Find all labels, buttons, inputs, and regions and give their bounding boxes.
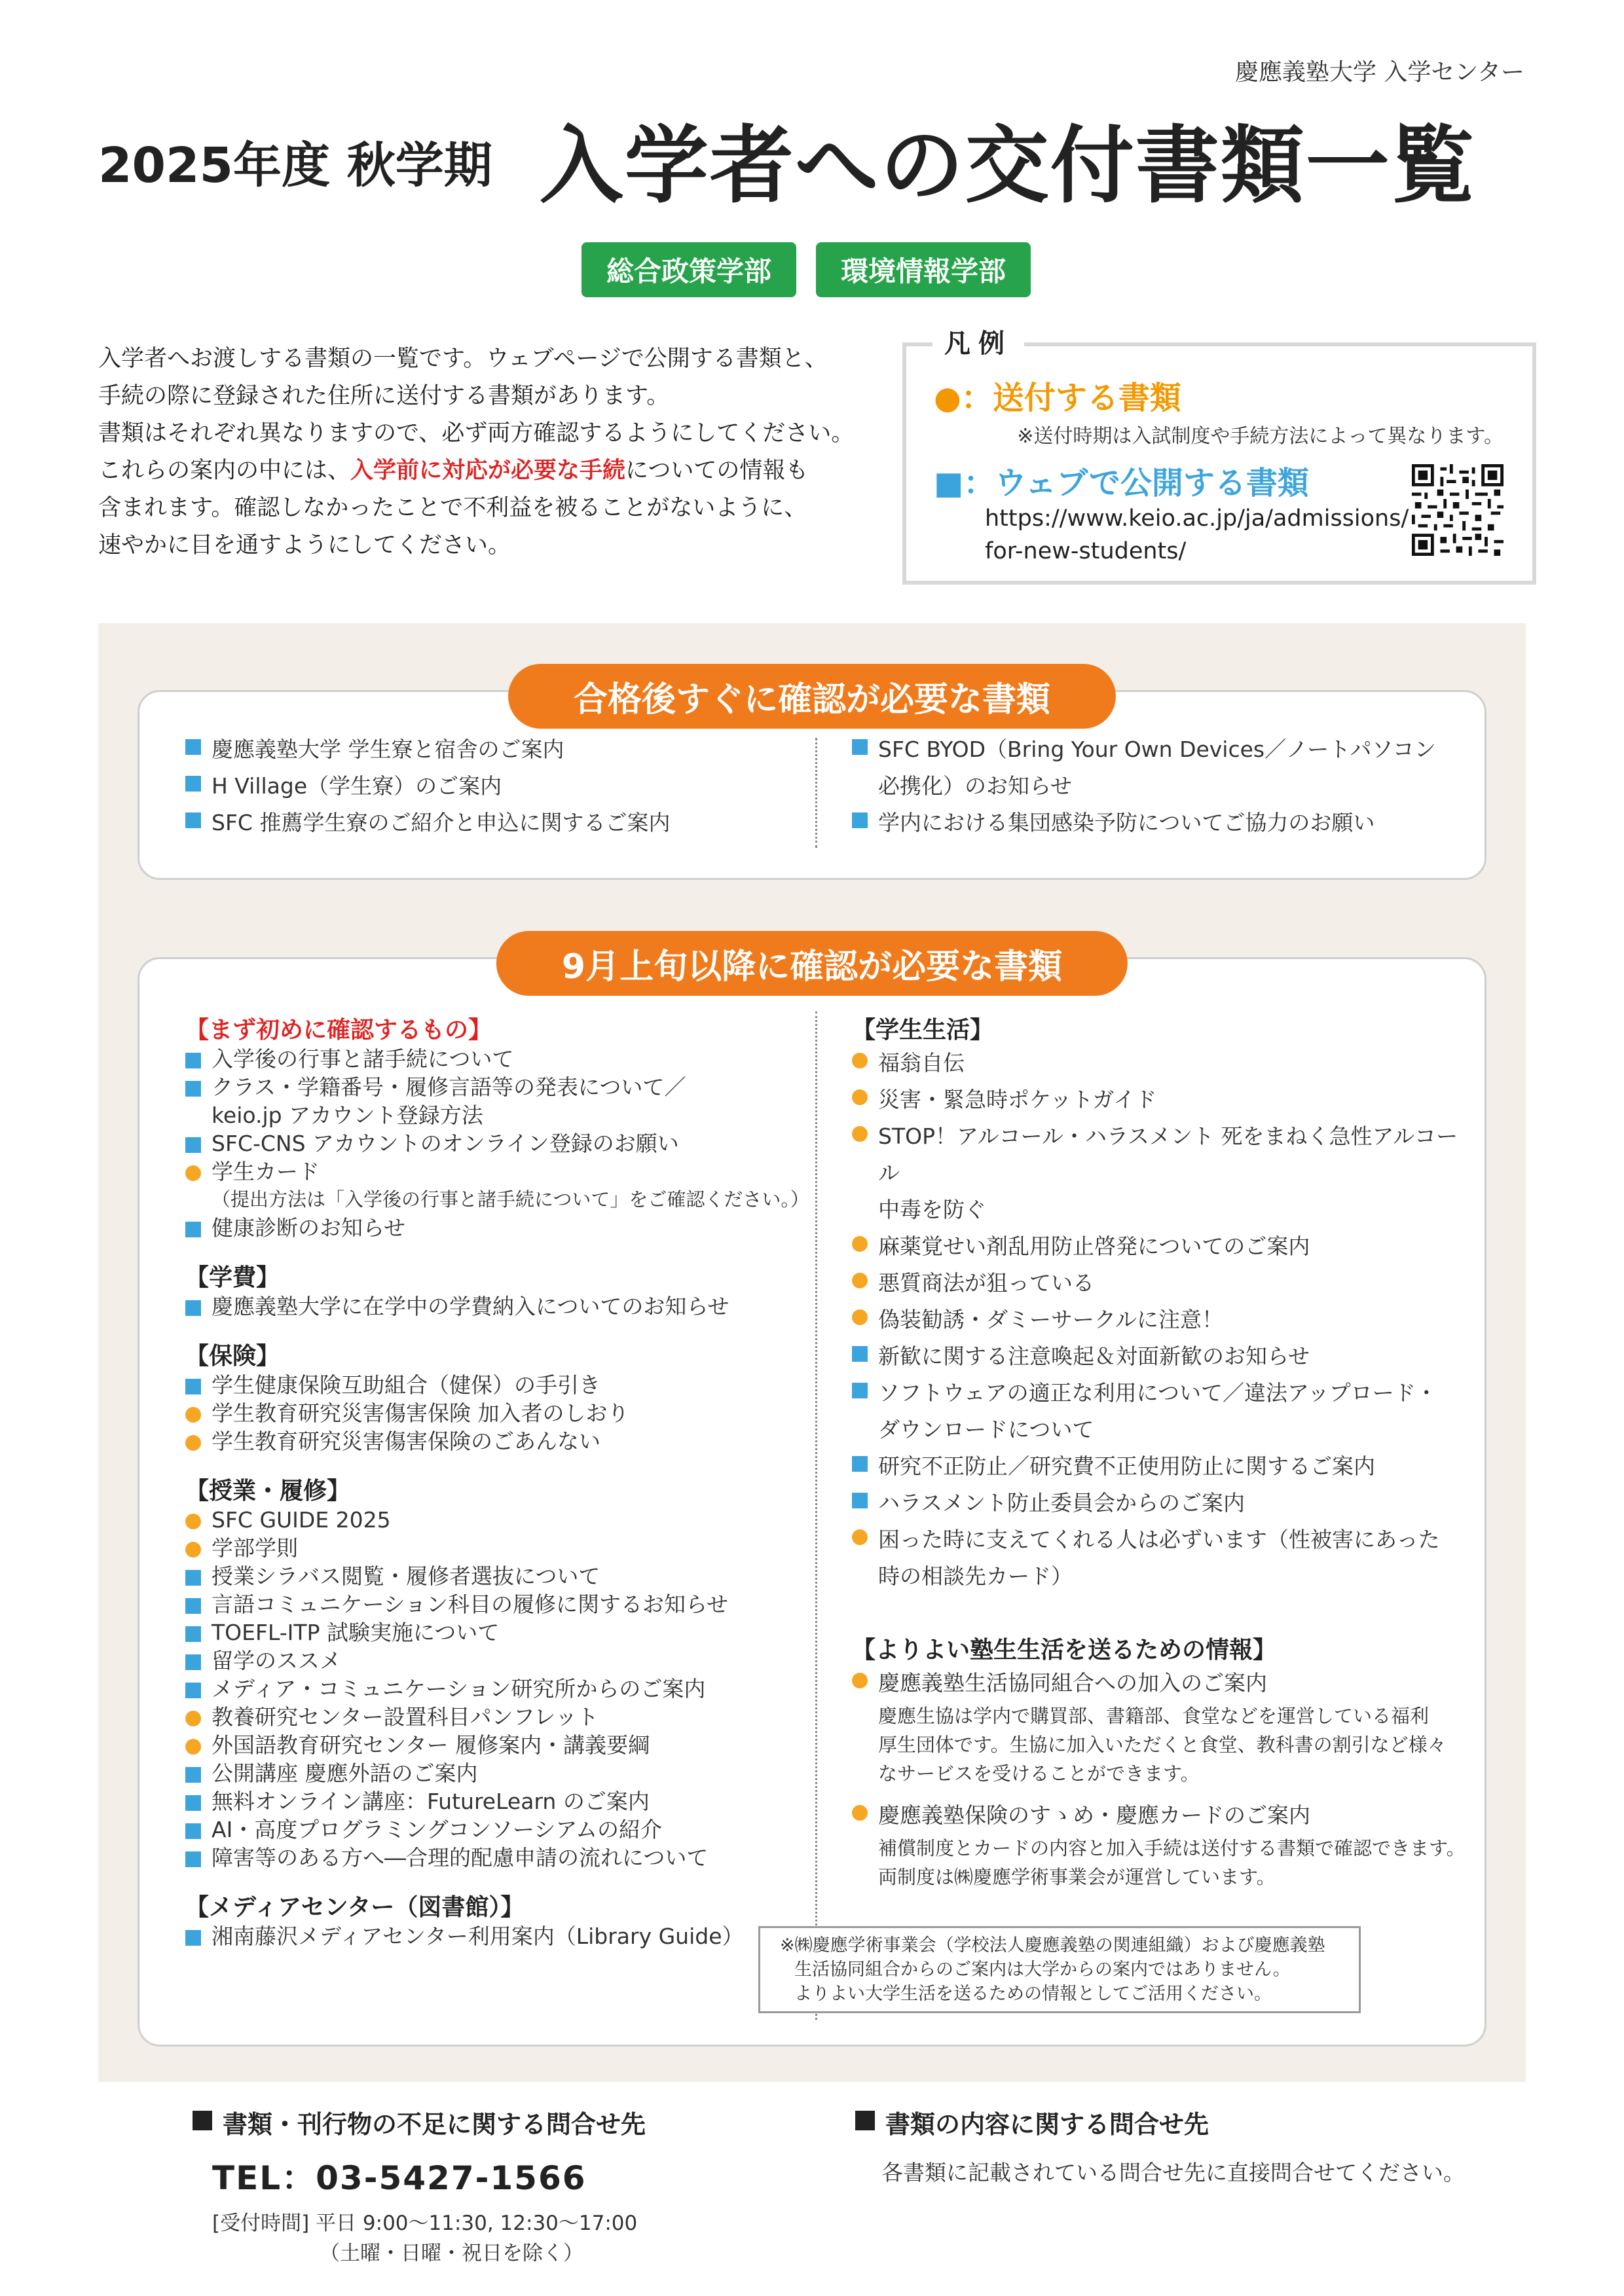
- intro-line: 速やかに目を通すようにしてください。: [98, 532, 511, 558]
- list-item: 慶應義塾大学 学生寮と宿舎のご案内: [185, 731, 788, 768]
- description-line: なサービスを受けることができます。: [878, 1762, 1200, 1785]
- url-line[interactable]: https://www.keio.ac.jp/ja/admissions/: [985, 505, 1409, 532]
- list-item-note: （提出方法は「入学後の行事と諸手続について」をご確認ください。）: [212, 1188, 809, 1211]
- list-item: SFC 推薦学生寮のご紹介と申込に関するご案内: [185, 805, 788, 841]
- intro-line: [98, 452, 871, 490]
- year-label: 2025年度 秋学期: [98, 137, 492, 194]
- list-item: 災害・緊急時ポケットガイド: [852, 1082, 1467, 1118]
- office-hours: [212, 2208, 646, 2269]
- list-item: 授業シラバス閲覧・履修者選抜について: [185, 1562, 807, 1590]
- intro-emphasis: 入学前に対応が必要な手続: [350, 458, 626, 484]
- list-item: SFC BYOD（Bring Your Own Devices／ノートパソコン: [852, 731, 1461, 768]
- list-item: 困った時に支えてくれる人は必ずいます（性被害にあった: [852, 1522, 1467, 1558]
- list-item-continuation: 必携化）のお知らせ: [878, 773, 1073, 799]
- intro-line: 入学者へお渡しする書類の一覧です。ウェブページで公開する書類と、: [98, 346, 828, 372]
- list-item: 麻薬覚せい剤乱用防止啓発についてのご案内: [852, 1228, 1467, 1265]
- column-divider: [815, 738, 817, 848]
- list-item: AI・高度プログラミングコンソーシアムの紹介: [185, 1815, 807, 1844]
- section-title: 合格後すぐに確認が必要な書類: [508, 664, 1116, 729]
- list-item: 慶應義塾大学に在学中の学費納入についてのお知らせ: [185, 1292, 807, 1321]
- intro-line: 手続の際に登録された住所に送付する書類があります。: [98, 383, 670, 409]
- group-heading: 【まず初めに確認するもの】: [185, 1017, 492, 1044]
- notice-line: ※㈱慶應学術事業会（学校法人慶應義塾の関連組織）および慶應義塾: [780, 1935, 1325, 1956]
- section-september-right: [852, 1011, 1467, 1891]
- section-september: [138, 957, 1486, 2047]
- hours-line: [受付時間] 平日 9:00〜11:30, 12:30〜17:00: [212, 2212, 638, 2235]
- list-item: 言語コミュニケーション科目の履修に関するお知らせ: [185, 1590, 807, 1618]
- group-heading: 【学費】: [185, 1264, 280, 1291]
- contact-text: 各書類に記載されている問合せ先に直接問合せてください。: [881, 2160, 1465, 2185]
- list-item: STOP！アルコール・ハラスメント 死をまねく急性アルコール: [852, 1118, 1467, 1192]
- list-item-continuation: 時の相談先カード）: [878, 1563, 1073, 1589]
- page-title: 入学者への交付書類一覧: [539, 117, 1476, 215]
- phone-number[interactable]: TEL：03-5427-1566: [212, 2159, 587, 2197]
- list-item: ハラスメント防止委員会からのご案内: [852, 1485, 1467, 1522]
- notice-line: よりよい大学生活を送るための情報としてご活用ください。: [794, 1984, 1272, 2004]
- list-item: 湘南藤沢メディアセンター利用案内（Library Guide）: [185, 1922, 807, 1950]
- list-item: 学生健康保険互助組合（健保）の手引き: [185, 1371, 807, 1399]
- list-item: 障害等のある方へ―合理的配慮申請の流れについて: [185, 1844, 807, 1872]
- legend-url[interactable]: [985, 502, 1409, 568]
- section-immediate-right: [852, 731, 1461, 841]
- list-item: メディア・コミュニケーション研究所からのご案内: [185, 1675, 807, 1703]
- list-item: 健康診断のお知らせ: [185, 1214, 807, 1242]
- list-item: 外国語教育研究センター 履修案内・講義要綱: [185, 1731, 807, 1759]
- intro-text-part: についての情報も: [625, 458, 809, 484]
- list-item: 学生教育研究災害傷害保険 加入者のしおり: [185, 1399, 807, 1427]
- section-september-left: [185, 1011, 807, 1950]
- list-item: 学生カード: [185, 1157, 807, 1186]
- list-item: TOEFL-ITP 試験実施について: [185, 1618, 807, 1647]
- list-item: 悪質商法が狙っている: [852, 1265, 1467, 1302]
- list-item: クラス・学籍番号・履修言語等の発表について／: [185, 1073, 807, 1101]
- intro-line: 含まれます。確認しなかったことで不利益を被ることがないように、: [98, 495, 807, 521]
- section-immediate-left: [185, 731, 788, 841]
- list-item: 新歓に関する注意喚起＆対面新歓のお知らせ: [852, 1338, 1467, 1375]
- list-item: H Village（学生寮）のご案内: [185, 768, 788, 805]
- intro-line: 書類はそれぞれ異なりますので、必ず両方確認するようにしてください。: [98, 420, 855, 446]
- qr-code-icon[interactable]: [1412, 464, 1504, 556]
- list-item: SFC GUIDE 2025: [185, 1506, 807, 1534]
- list-item: 留学のススメ: [185, 1647, 807, 1675]
- list-item: 慶應義塾生活協同組合への加入のご案内: [852, 1665, 1467, 1702]
- list-item: 学生教育研究災害傷害保険のごあんない: [185, 1427, 807, 1455]
- item-description: [852, 1834, 1467, 1891]
- list-item: ソフトウェアの適正な利用について／違法アップロード・: [852, 1375, 1467, 1412]
- contact-content: [855, 2104, 1465, 2187]
- description-line: 補償制度とカードの内容と加入手続は送付する書類で確認できます。: [878, 1837, 1466, 1859]
- group-heading: 【授業・履修】: [185, 1478, 351, 1504]
- legend-sent: ●：送付する書類: [934, 380, 1181, 416]
- list-item: 慶應義塾保険のすゝめ・慶應カードのご案内: [852, 1797, 1467, 1834]
- department-badge: 総合政策学部: [581, 242, 796, 297]
- list-item: 学内における集団感染予防についてご協力のお願い: [852, 805, 1461, 841]
- department-badges: [581, 242, 1031, 297]
- notice-line: 生活協同組合からのご案内は大学からの案内ではありません。: [794, 1959, 1291, 1980]
- section-title: 9月上旬以降に確認が必要な書類: [496, 931, 1128, 996]
- group-heading: 【学生生活】: [852, 1017, 994, 1044]
- list-item: 研究不正防止／研究費不正使用防止に関するご案内: [852, 1448, 1467, 1485]
- list-item-continuation: 中毒を防ぐ: [878, 1197, 986, 1222]
- column-divider: [815, 1011, 817, 2020]
- legend-box: [902, 329, 1536, 585]
- group-heading: 【よりよい塾生生活を送るための情報】: [852, 1637, 1277, 1664]
- list-item: 教養研究センター設置科目パンフレット: [185, 1703, 807, 1731]
- org-name: 慶應義塾大学 入学センター: [1234, 59, 1524, 86]
- hours-line: （土曜・日曜・祝日を除く）: [320, 2242, 583, 2265]
- documents-panel: [98, 623, 1526, 2082]
- group-heading: 【メディアセンター（図書館）】: [185, 1894, 525, 1921]
- legend-web: ■：ウェブで公開する書類: [934, 465, 1309, 501]
- contact-shortage: [193, 2104, 646, 2269]
- intro-text: [98, 340, 871, 564]
- list-item-continuation: keio.jp アカウント登録方法: [212, 1102, 483, 1128]
- contact-heading: 書類・刊行物の不足に関する問合せ先: [193, 2104, 646, 2140]
- list-item: SFC-CNS アカウントのオンライン登録のお願い: [185, 1129, 807, 1157]
- list-item: 偽装勧誘・ダミーサークルに注意！: [852, 1302, 1467, 1338]
- item-description: [852, 1702, 1467, 1788]
- legend-sent-note: ※送付時期は入試制度や手続方法によって異なります。: [1017, 425, 1504, 448]
- description-line: 両制度は㈱慶應学術事業会が運営しています。: [878, 1866, 1276, 1888]
- description-line: 慶應生協は学内で購買部、書籍部、食堂などを運営している福利: [878, 1705, 1430, 1727]
- legend-title: 凡例: [932, 323, 1024, 360]
- intro-text-part: これらの案内の中には、: [98, 458, 351, 484]
- title-row: [98, 117, 1526, 215]
- url-line[interactable]: for-new-students/: [985, 538, 1187, 564]
- notice-box: [758, 1926, 1361, 2013]
- list-item: 無料オンライン講座：FutureLearn のご案内: [185, 1787, 807, 1815]
- description-line: 厚生団体です。生協に加入いただくと食堂、教科書の割引など様々: [878, 1734, 1447, 1756]
- department-badge: 環境情報学部: [816, 242, 1031, 297]
- list-item-continuation: ダウンロードについて: [878, 1417, 1094, 1442]
- list-item: 公開講座 慶應外語のご案内: [185, 1759, 807, 1787]
- list-item: 入学後の行事と諸手続について: [185, 1045, 807, 1073]
- contact-heading: 書類の内容に関する問合せ先: [855, 2104, 1465, 2140]
- group-heading: 【保険】: [185, 1343, 280, 1370]
- list-item: 学部学則: [185, 1534, 807, 1562]
- list-item: 福翁自伝: [852, 1045, 1467, 1082]
